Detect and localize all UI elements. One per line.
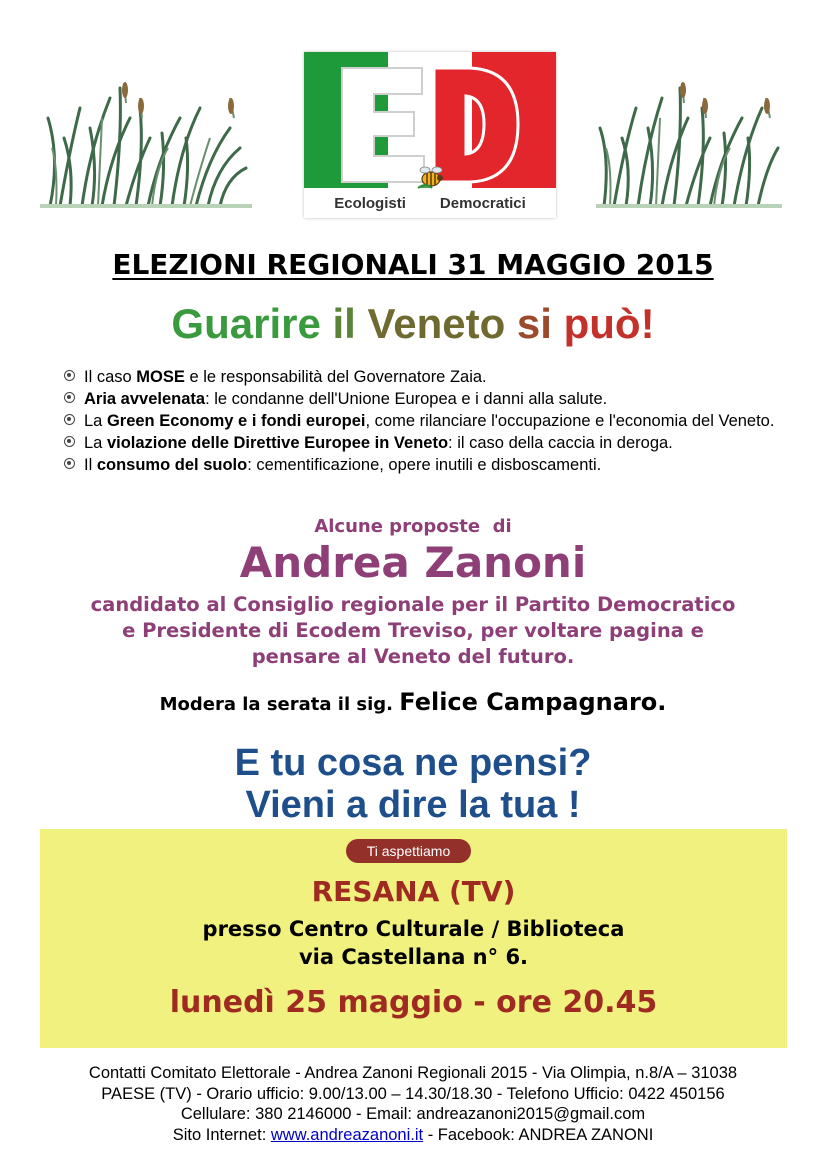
event-box (40, 829, 787, 1048)
bullet-text: , come rilanciare l'occupazione e l'economia del Veneto. (365, 412, 775, 430)
bullet-text: : il caso della caccia in deroga. (448, 434, 673, 452)
event-place: RESANA (TV) (311, 875, 516, 908)
event-badge: Ti aspettiamo (346, 839, 471, 863)
bullet-text: La (84, 412, 107, 430)
candidate-name: Andrea Zanoni (239, 538, 587, 587)
slogan (0, 300, 826, 348)
bullet-text: La (84, 434, 107, 452)
proposals-intro: Alcune proposte di (314, 516, 512, 537)
ecodem-logo (304, 52, 556, 218)
bullet-icon (64, 370, 75, 381)
contacts-line: PAESE (TV) - Orario ufficio: 9.00/13.00 – 14.30/18.30 - Telefono Ufficio: 0422 450156 (101, 1084, 725, 1103)
event-venue (40, 915, 787, 971)
list-item (64, 388, 784, 410)
list-item (64, 454, 784, 476)
website-link[interactable]: www.andreazanoni.it (270, 1125, 424, 1144)
grass-left-icon (40, 78, 252, 208)
slogan-word: il (332, 300, 356, 347)
moderator-prefix: Modera la serata il sig. (159, 694, 400, 715)
bullet-icon (64, 458, 75, 469)
moderator-line (0, 688, 826, 716)
candidate-description (40, 592, 786, 670)
event-date: lunedì 25 maggio - ore 20.45 (169, 985, 658, 1020)
contacts-line: Contatti Comitato Elettorale - Andrea Zanoni Regionali 2015 - Via Olimpia, n.8/A – 31038 (88, 1064, 738, 1082)
candidate-desc-line: e Presidente di Ecodem Treviso, per voltare pagina e (122, 619, 704, 642)
bullet-icon (64, 436, 75, 447)
candidate-desc-line: candidato al Consiglio regionale per il Partito Democratico (90, 593, 736, 616)
bullet-bold: violazione delle Direttive Europee in Veneto (106, 434, 449, 452)
venue-line: presso Centro Culturale / Biblioteca (202, 917, 625, 941)
list-item (64, 366, 784, 388)
bullet-bold: Green Economy e i fondi europei (106, 412, 366, 430)
call-to-action (0, 742, 826, 826)
bullet-bold: MOSE (136, 368, 185, 386)
logo-caption-left: Ecologisti (334, 195, 406, 212)
slogan-word: Guarire (171, 300, 321, 347)
candidate-desc-line: pensare al Veneto del futuro. (251, 645, 575, 668)
logo-caption-right: Democratici (439, 195, 526, 212)
slogan-word: si (516, 300, 552, 347)
bullet-text: e le responsabilità del Governatore Zaia. (184, 368, 487, 386)
bullet-icon (64, 414, 75, 425)
slogan-word: può! (563, 300, 655, 347)
bullet-text: : cementificazione, opere inutili e disboscamenti. (247, 456, 602, 474)
slogan-word: Veneto (367, 300, 506, 347)
cta-line: Vieni a dire la tua ! (245, 784, 581, 826)
contacts-line: Cellulare: 380 2146000 - Email: andreazanoni2015@gmail.com (180, 1105, 646, 1123)
venue-line: via Castellana n° 6. (298, 945, 529, 969)
bullet-bold: Aria avvelenata (84, 390, 206, 408)
list-item (64, 432, 784, 454)
bullet-bold: consumo del suolo (96, 456, 248, 474)
cta-line: E tu cosa ne pensi? (234, 742, 592, 784)
moderator-name: Felice Campagnaro. (399, 688, 667, 716)
contacts-footer (20, 1063, 806, 1145)
contacts-line (20, 1125, 806, 1146)
page-title: ELEZIONI REGIONALI 31 MAGGIO 2015 (112, 248, 714, 281)
bullet-text: : le condanne dell'Unione Europea e i danni alla salute. (205, 390, 608, 408)
logo-caption (304, 195, 556, 212)
grass-right-icon (596, 78, 782, 208)
bullet-text: Il (84, 456, 97, 474)
bee-icon (416, 164, 446, 190)
bullet-icon (64, 392, 75, 403)
list-item (64, 410, 784, 432)
topics-list (64, 366, 784, 476)
bullet-text: Il caso (84, 368, 137, 386)
site-label: Sito Internet: (172, 1125, 271, 1144)
facebook-text: - Facebook: ANDREA ZANONI (423, 1125, 654, 1144)
